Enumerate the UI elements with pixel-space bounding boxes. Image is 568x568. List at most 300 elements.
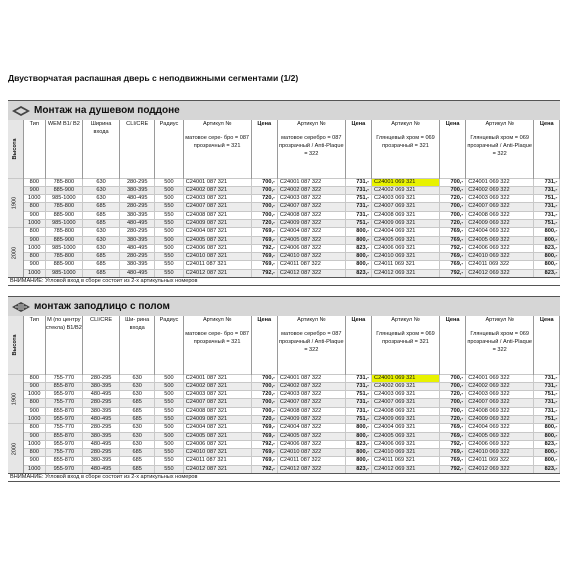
table-cell: 885-900: [45, 211, 82, 219]
article-number: C24010 069 321: [372, 449, 440, 457]
section-header: [8, 100, 560, 120]
section-floor-level: [8, 296, 560, 482]
table-cell: 855-870: [45, 432, 82, 440]
price-value: 731,-: [345, 399, 371, 407]
price-value: 823,-: [534, 244, 560, 252]
price-value: 700,-: [251, 211, 277, 219]
article-header-label: Артикул №: [485, 317, 514, 323]
article-number: C24006 069 322: [466, 440, 534, 448]
article-number: C24008 069 321: [372, 407, 440, 415]
price-value: 751,-: [345, 391, 371, 399]
price-value: 769,-: [251, 261, 277, 269]
price-value: 720,-: [439, 415, 465, 423]
table-cell: 1000: [23, 465, 45, 473]
article-header-sub: матовое серебро = 087 прозрачный / Anti-Plaque = 322: [279, 331, 344, 353]
table-cell: 955-970: [45, 415, 82, 423]
article-header-sub: Глянцевый хром = 069 прозрачный = 321: [376, 331, 435, 345]
article-number: C24004 069 321: [372, 424, 440, 432]
price-value: 751,-: [534, 415, 560, 423]
price-value: 731,-: [534, 382, 560, 390]
table-row: [8, 236, 560, 244]
price-value: 800,-: [345, 261, 371, 269]
table-cell: 885-900: [45, 186, 82, 194]
table-row: [8, 186, 560, 194]
table-cell: 800: [23, 203, 45, 211]
article-header: [277, 120, 345, 178]
price-value: 751,-: [345, 415, 371, 423]
table-cell: 855-870: [45, 407, 82, 415]
price-value: 731,-: [534, 407, 560, 415]
table-cell: 500: [155, 195, 183, 203]
table-cell: 380-395: [120, 211, 155, 219]
price-value: 731,-: [345, 382, 371, 390]
price-value: 792,-: [439, 269, 465, 277]
article-number: C24006 069 321: [372, 244, 440, 252]
article-number: C24004 069 321: [372, 228, 440, 236]
article-number: C24012 087 321: [183, 465, 251, 473]
article-number: C24003 087 321: [183, 391, 251, 399]
article-number: C24009 087 322: [277, 219, 345, 227]
table-cell: 380-395: [120, 261, 155, 269]
article-number: C24012 087 322: [277, 465, 345, 473]
table-cell: 550: [155, 211, 183, 219]
table-cell: 550: [155, 261, 183, 269]
article-number: C24003 087 322: [277, 195, 345, 203]
section-header: [8, 296, 560, 316]
price-value: 700,-: [439, 203, 465, 211]
price-value: 731,-: [534, 178, 560, 186]
article-number: C24006 069 321: [372, 440, 440, 448]
table-row: [8, 399, 560, 407]
table-cell: 785-800: [45, 203, 82, 211]
price-value: 700,-: [439, 186, 465, 194]
article-number: C24002 069 322: [466, 382, 534, 390]
table-cell: 280-295: [82, 399, 119, 407]
table-cell: 480-495: [120, 269, 155, 277]
article-header: [372, 120, 440, 178]
price-header: Цена: [345, 316, 371, 374]
table-cell: 630: [120, 374, 155, 382]
table-cell: 480-495: [120, 244, 155, 252]
price-header: Цена: [251, 120, 277, 178]
column-header: CLI/CRE: [82, 316, 119, 374]
article-number: C24005 069 322: [466, 432, 534, 440]
article-number: C24011 087 321: [183, 261, 251, 269]
price-header: Цена: [345, 120, 371, 178]
table-cell: 380-395: [82, 457, 119, 465]
table-cell: 785-800: [45, 228, 82, 236]
table-cell: 280-295: [120, 228, 155, 236]
table-cell: 630: [82, 178, 119, 186]
column-header: M (по центру стекла) B1/B2: [45, 316, 82, 374]
table-row: [8, 465, 560, 473]
price-value: 720,-: [439, 195, 465, 203]
article-number: C24003 069 321: [372, 195, 440, 203]
table-row: [8, 432, 560, 440]
column-header: Радиус: [155, 316, 183, 374]
table-cell: 800: [23, 399, 45, 407]
table-cell: 630: [82, 195, 119, 203]
price-value: 720,-: [439, 219, 465, 227]
column-header: Радиус: [155, 120, 183, 178]
article-number: C24005 069 322: [466, 236, 534, 244]
article-number: C24002 069 321: [372, 382, 440, 390]
price-value: 800,-: [534, 236, 560, 244]
table-row: [8, 211, 560, 219]
article-number: C24008 069 322: [466, 211, 534, 219]
table-cell: 480-495: [82, 415, 119, 423]
table-cell: 480-495: [82, 465, 119, 473]
article-number: C24010 087 321: [183, 449, 251, 457]
table-cell: 630: [120, 432, 155, 440]
height-cell: [8, 228, 23, 277]
table-cell: 900: [23, 261, 45, 269]
article-header: [183, 120, 251, 178]
price-value: 731,-: [534, 211, 560, 219]
article-number: C24007 087 321: [183, 399, 251, 407]
article-number: C24011 069 321: [372, 261, 440, 269]
article-number: C24002 069 321: [372, 186, 440, 194]
table-row: [8, 374, 560, 382]
article-header-sub: Глянцевый хром = 069 прозрачный = 321: [376, 135, 435, 149]
article-number: C24004 069 322: [466, 424, 534, 432]
table-cell: 500: [155, 236, 183, 244]
table-cell: 800: [23, 449, 45, 457]
price-value: 800,-: [534, 253, 560, 261]
table-cell: 550: [155, 407, 183, 415]
table-cell: 630: [82, 244, 119, 252]
table-cell: 550: [155, 269, 183, 277]
header-row: [8, 120, 560, 178]
height-header-label: Высота: [12, 138, 19, 160]
height-value: 2000: [11, 246, 18, 259]
table-row: [8, 178, 560, 186]
article-number: C24007 069 322: [466, 399, 534, 407]
price-value: 731,-: [345, 211, 371, 219]
table-cell: 800: [23, 178, 45, 186]
price-value: 751,-: [534, 195, 560, 203]
table-row: [8, 244, 560, 252]
table-cell: 955-970: [45, 440, 82, 448]
price-value: 731,-: [534, 399, 560, 407]
table-row: [8, 457, 560, 465]
price-value: 800,-: [534, 261, 560, 269]
price-value: 700,-: [439, 374, 465, 382]
table-row: [8, 382, 560, 390]
price-value: 751,-: [534, 219, 560, 227]
price-value: 800,-: [534, 228, 560, 236]
table-cell: 500: [155, 382, 183, 390]
table-cell: 630: [120, 391, 155, 399]
price-value: 800,-: [345, 236, 371, 244]
table-cell: 500: [155, 374, 183, 382]
article-number: C24012 069 322: [466, 465, 534, 473]
article-number: C24007 069 321: [372, 399, 440, 407]
article-number: C24008 087 322: [277, 407, 345, 415]
article-number: C24012 069 321: [372, 269, 440, 277]
table-cell: 685: [82, 219, 119, 227]
table-cell: 685: [82, 269, 119, 277]
table-row: [8, 269, 560, 277]
notice-text: ВНИМАНИЕ: Угловой вход в сборе состоит из 2-х артикульных номеров: [8, 473, 560, 482]
table-cell: 380-395: [82, 432, 119, 440]
price-value: 731,-: [345, 178, 371, 186]
table-cell: 800: [23, 228, 45, 236]
article-number: C24008 069 322: [466, 407, 534, 415]
table-cell: 480-495: [82, 440, 119, 448]
article-number: C24007 069 322: [466, 203, 534, 211]
table-cell: 985-1000: [45, 195, 82, 203]
table-cell: 755-770: [45, 399, 82, 407]
article-number: C24005 069 321: [372, 432, 440, 440]
table-cell: 550: [155, 203, 183, 211]
price-value: 800,-: [345, 253, 371, 261]
table-cell: 550: [155, 253, 183, 261]
article-number: C24004 087 321: [183, 424, 251, 432]
table-cell: 630: [120, 440, 155, 448]
price-value: 751,-: [345, 219, 371, 227]
table-cell: 280-295: [120, 178, 155, 186]
article-header: [466, 120, 534, 178]
article-number: C24002 069 322: [466, 186, 534, 194]
table-cell: 280-295: [82, 374, 119, 382]
page-title: Двустворчатая распашная дверь с неподвижными сегментами (1/2): [8, 73, 299, 83]
column-header: WEM B1/ B2: [45, 120, 82, 178]
price-value: 720,-: [251, 391, 277, 399]
article-number: C24010 087 321: [183, 253, 251, 261]
article-number: C24004 087 322: [277, 228, 345, 236]
price-value: 731,-: [345, 203, 371, 211]
table-cell: 630: [82, 236, 119, 244]
price-value: 731,-: [534, 374, 560, 382]
article-number: C24011 087 322: [277, 261, 345, 269]
article-header-label: Артикул №: [485, 121, 514, 127]
column-header: Ши- рина входа: [120, 316, 155, 374]
table-cell: 685: [82, 211, 119, 219]
price-value: 700,-: [251, 407, 277, 415]
price-value: 769,-: [251, 424, 277, 432]
article-number: C24012 069 322: [466, 269, 534, 277]
article-number: C24004 087 321: [183, 228, 251, 236]
article-number: C24007 087 322: [277, 399, 345, 407]
price-value: 792,-: [251, 465, 277, 473]
table-row: [8, 391, 560, 399]
article-number: C24005 087 322: [277, 236, 345, 244]
price-value: 792,-: [251, 244, 277, 252]
table-cell: 855-870: [45, 457, 82, 465]
price-value: 769,-: [251, 228, 277, 236]
table-row: [8, 253, 560, 261]
column-header: Тип: [23, 120, 45, 178]
price-value: 700,-: [439, 382, 465, 390]
table-cell: 630: [120, 382, 155, 390]
price-value: 769,-: [251, 457, 277, 465]
table-cell: 630: [82, 228, 119, 236]
article-number: C24011 069 322: [466, 261, 534, 269]
table-cell: 280-295: [120, 203, 155, 211]
article-number: C24003 087 322: [277, 391, 345, 399]
article-number: C24005 087 321: [183, 236, 251, 244]
height-value: 2000: [11, 442, 18, 455]
article-number: C24007 069 321: [372, 203, 440, 211]
table-cell: 955-970: [45, 391, 82, 399]
price-value: 769,-: [251, 236, 277, 244]
table-row: [8, 424, 560, 432]
price-value: 792,-: [439, 244, 465, 252]
article-number: C24001 087 321: [183, 374, 251, 382]
price-table: [8, 120, 560, 277]
table-cell: 480-495: [120, 219, 155, 227]
table-cell: 785-800: [45, 253, 82, 261]
price-value: 700,-: [251, 186, 277, 194]
price-value: 700,-: [439, 407, 465, 415]
table-cell: 1000: [23, 244, 45, 252]
price-value: 823,-: [345, 269, 371, 277]
table-cell: 685: [120, 399, 155, 407]
shower-tray-icon: [8, 101, 34, 120]
table-cell: 800: [23, 424, 45, 432]
height-cell: [8, 424, 23, 473]
table-cell: 280-295: [82, 424, 119, 432]
price-value: 823,-: [534, 440, 560, 448]
article-number: C24001 087 322: [277, 178, 345, 186]
price-value: 769,-: [439, 228, 465, 236]
price-value: 800,-: [534, 432, 560, 440]
table-cell: 985-1000: [45, 269, 82, 277]
table-cell: 685: [120, 415, 155, 423]
table-cell: 685: [82, 253, 119, 261]
article-number: C24009 087 322: [277, 415, 345, 423]
article-number: C24011 087 321: [183, 457, 251, 465]
price-value: 792,-: [251, 440, 277, 448]
article-number: C24002 087 322: [277, 186, 345, 194]
table-row: [8, 449, 560, 457]
price-header: Цена: [534, 120, 560, 178]
article-number: C24008 087 321: [183, 407, 251, 415]
table-cell: 900: [23, 211, 45, 219]
price-value: 731,-: [345, 374, 371, 382]
table-cell: 985-1000: [45, 219, 82, 227]
table-cell: 550: [155, 219, 183, 227]
article-number: C24003 087 321: [183, 195, 251, 203]
article-header: [277, 316, 345, 374]
notice-text: ВНИМАНИЕ: Угловой вход в сборе состоит из 2-х артикульных номеров: [8, 277, 560, 286]
height-cell: [8, 374, 23, 424]
table-cell: 380-395: [82, 382, 119, 390]
price-value: 720,-: [439, 391, 465, 399]
article-number: C24012 087 321: [183, 269, 251, 277]
height-header-label: Высота: [12, 334, 19, 356]
price-value: 700,-: [439, 178, 465, 186]
table-cell: 280-295: [82, 449, 119, 457]
table-cell: 900: [23, 236, 45, 244]
table-cell: 550: [155, 449, 183, 457]
table-cell: 755-770: [45, 424, 82, 432]
table-cell: 380-395: [120, 186, 155, 194]
article-number: C24001 069 321: [372, 374, 440, 382]
article-number: C24002 087 322: [277, 382, 345, 390]
article-header-sub: матовое сере- бро = 087 прозрачный = 321: [185, 135, 250, 149]
price-value: 751,-: [345, 195, 371, 203]
table-cell: 685: [120, 457, 155, 465]
price-value: 800,-: [534, 449, 560, 457]
table-cell: 685: [120, 449, 155, 457]
table-cell: 500: [155, 178, 183, 186]
column-header: Ширина входа: [82, 120, 119, 178]
article-number: C24009 087 321: [183, 219, 251, 227]
article-number: C24010 069 322: [466, 253, 534, 261]
article-number: C24009 069 322: [466, 219, 534, 227]
article-header-label: Артикул №: [202, 121, 232, 127]
section-title: Монтаж на душевом поддоне: [34, 105, 180, 116]
height-header: [8, 316, 23, 374]
article-number: C24001 069 322: [466, 374, 534, 382]
article-number: C24010 087 322: [277, 449, 345, 457]
price-value: 800,-: [345, 457, 371, 465]
height-header: [8, 120, 23, 178]
article-number: C24009 069 321: [372, 415, 440, 423]
article-number: C24006 087 322: [277, 440, 345, 448]
article-number: C24005 069 321: [372, 236, 440, 244]
table-cell: 800: [23, 374, 45, 382]
article-number: C24005 087 321: [183, 432, 251, 440]
table-cell: 685: [120, 407, 155, 415]
price-value: 800,-: [534, 457, 560, 465]
article-number: C24004 069 322: [466, 228, 534, 236]
article-header-sub: Глянцевый хром = 069 прозрачный / Anti-Plaque = 322: [467, 331, 532, 353]
article-header-sub: матовое серебро = 087 прозрачный / Anti-Plaque = 322: [279, 135, 344, 157]
article-header: [466, 316, 534, 374]
table-cell: 685: [82, 261, 119, 269]
table-cell: 500: [155, 244, 183, 252]
article-header-label: Артикул №: [297, 317, 326, 323]
article-number: C24006 069 322: [466, 244, 534, 252]
column-header: Тип: [23, 316, 45, 374]
price-value: 800,-: [345, 449, 371, 457]
price-value: 769,-: [439, 449, 465, 457]
article-number: C24007 087 322: [277, 203, 345, 211]
table-cell: 550: [155, 415, 183, 423]
article-number: C24005 087 322: [277, 432, 345, 440]
table-cell: 480-495: [82, 391, 119, 399]
price-value: 823,-: [534, 465, 560, 473]
table-cell: 380-395: [120, 236, 155, 244]
article-number: C24001 069 321: [372, 178, 440, 186]
price-value: 792,-: [251, 269, 277, 277]
article-number: C24010 069 321: [372, 253, 440, 261]
article-header-sub: Глянцевый хром = 069 прозрачный / Anti-Plaque = 322: [467, 135, 532, 157]
article-header-label: Артикул №: [391, 121, 420, 127]
table-row: [8, 407, 560, 415]
table-cell: 480-495: [120, 195, 155, 203]
table-cell: 500: [155, 424, 183, 432]
article-number: C24006 087 321: [183, 244, 251, 252]
price-value: 700,-: [251, 203, 277, 211]
price-value: 792,-: [439, 440, 465, 448]
floor-level-icon: [8, 297, 34, 316]
price-value: 700,-: [439, 211, 465, 219]
article-number: C24002 087 321: [183, 382, 251, 390]
price-value: 792,-: [439, 465, 465, 473]
price-value: 700,-: [251, 399, 277, 407]
article-number: C24001 069 322: [466, 178, 534, 186]
table-cell: 1000: [23, 415, 45, 423]
article-number: C24004 087 322: [277, 424, 345, 432]
table-row: [8, 261, 560, 269]
price-value: 720,-: [251, 219, 277, 227]
height-value: 1900: [11, 196, 18, 210]
table-cell: 685: [82, 203, 119, 211]
